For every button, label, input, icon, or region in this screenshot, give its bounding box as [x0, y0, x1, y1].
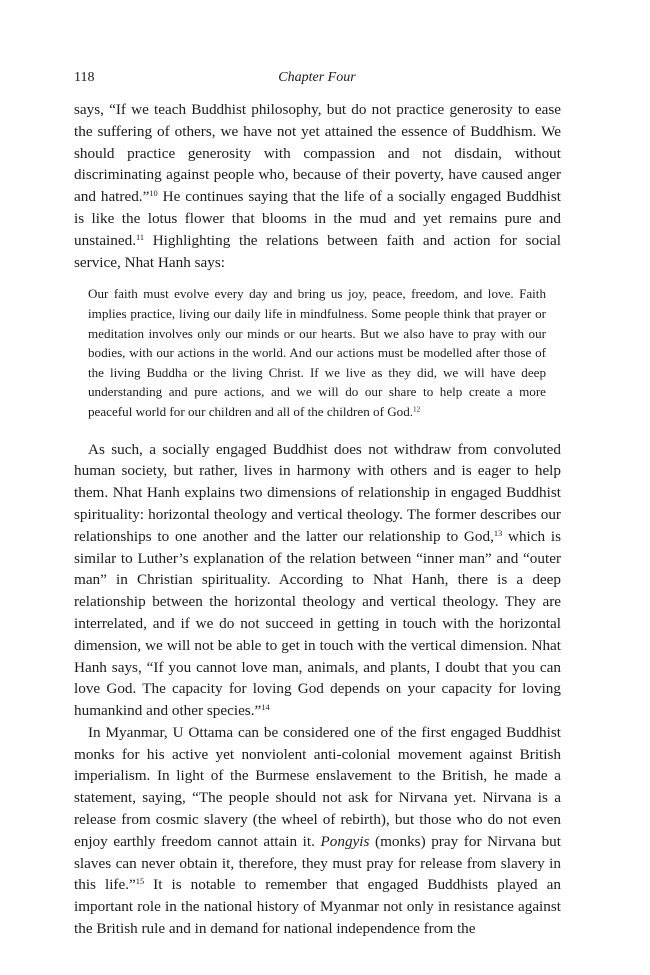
paragraph-2-text-b: which is similar to Luther’s explanation of the relation between “inner man” and “outer man” in Christian spirituality. According to Nhat Hanh, there is a deep relationship between the horizontal theology and vertical theology. They are interrelated, and if we do not succeed in getting in touch with the horizontal dimension, we will not be able to get in touch with the vertical dimension. Nhat Hanh says, “If you cannot love man, animals, and plants, I doubt that you can love God. The capacity for loving God depends on your capacity for loving humankind and other species.”: [74, 527, 561, 720]
paragraph-3-text-a: In Myanmar, U Ottama can be considered one of the first engaged Buddhist monks for his active yet nonviolent anti-colonial movement against British imperialism. In light of the Burmese enslavement to the British, he made a statement, saying, “The people should not ask for Nirvana yet. Nirvana is a release from cosmic slavery (the wheel of rebirth), but those who do not even enjoy earthly freedom cannot attain it.: [74, 723, 561, 850]
paragraph-1-text-b: He continues saying that the life of a socially engaged Buddhist is like the lotus flower that blooms in the mud and yet remains pure and unstained.: [74, 188, 562, 249]
page-number: 118: [74, 70, 95, 85]
paragraph-1-text-c: Highlighting the relations between faith and action for social service, Nhat Hanh says:: [74, 231, 561, 271]
paragraph-3: [74, 722, 561, 940]
footnote-ref-10: 10: [149, 189, 158, 199]
chapter-title: Chapter Four: [278, 70, 356, 85]
footnote-ref-13: 13: [493, 528, 503, 538]
block-quote: [88, 284, 546, 421]
pongyis-term: Pongyis: [320, 832, 370, 850]
paragraph-2: [74, 439, 561, 722]
body-text: [74, 99, 561, 940]
block-quote-text: Our faith must evolve every day and bring us joy, peace, freedom, and love. Faith implies practice, living our daily life in mindfulness. Some people think that prayer or meditation involves only our minds or our hearts. But we also have to pray with our bodies, with our actions in the world. And our actions must be modelled after those of the living Buddha or the living Christ. If we live as they did, we will have deep understanding and pure actions, and we will do our share to help create a more peaceful world for our children and all of the children of God.: [88, 286, 546, 419]
paragraph-2-text-a: As such, a socially engaged Buddhist does not withdraw from convoluted human society, but rather, lives in harmony with others and is eager to help them. Nhat Hanh explains two dimensions of relationship in engaged Buddhist spirituality: horizontal theology and vertical theology. The former describes our relationships to one another and the latter our relationship to God,: [74, 440, 561, 545]
footnote-ref-11: 11: [136, 232, 145, 242]
paragraph-3-text-b: (monks) pray for Nirvana but slaves can never obtain it, therefore, they must pray for release from slavery in this life.”: [74, 832, 561, 894]
footnote-ref-15: 15: [135, 877, 145, 887]
paragraph-1-text-a: says, “If we teach Buddhist philosophy, but do not practice generosity to ease the suffering of others, we have not yet attained the essence of Buddhism. We should practice generosity with compassion and not disdain, without discriminating against people who, because of their poverty, have caused anger and hatred.”: [74, 101, 561, 206]
paragraph-1: [74, 99, 561, 273]
paragraph-3-text-c: It is notable to remember that engaged Buddhists played an important role in the national history of Myanmar not only in resistance against the British rule and in demand for national independence from the: [74, 876, 561, 938]
running-head: [74, 70, 560, 90]
footnote-ref-12: 12: [413, 405, 421, 414]
footnote-ref-14: 14: [261, 703, 270, 713]
